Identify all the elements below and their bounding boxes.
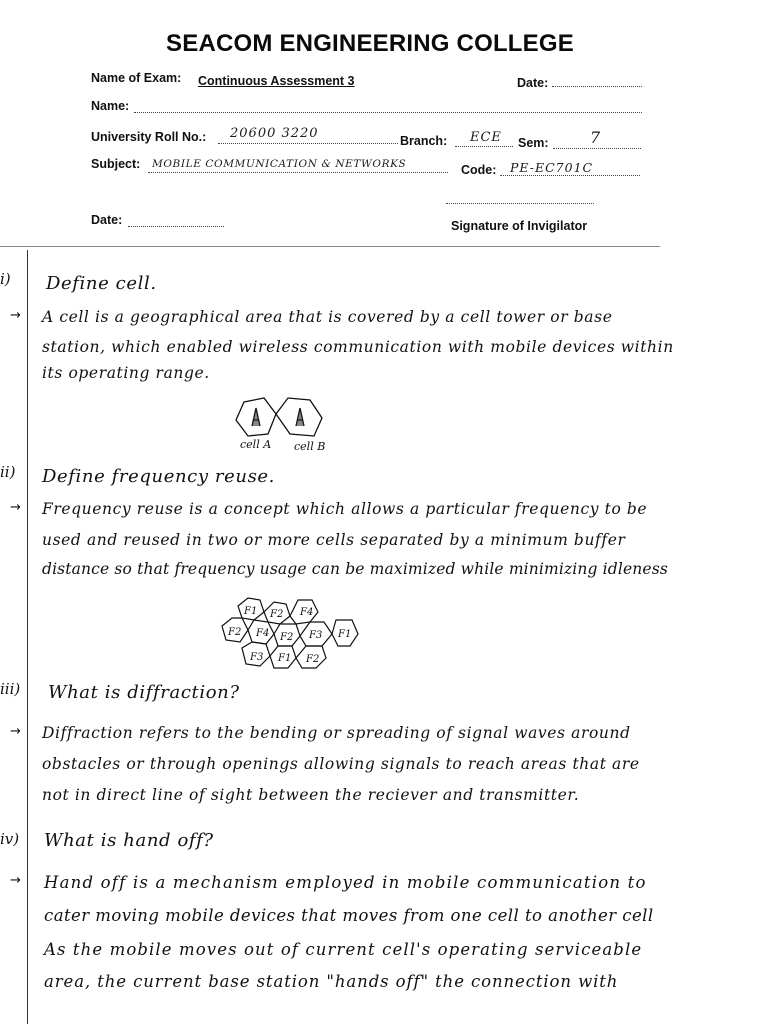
branch-dotted-line <box>455 146 513 147</box>
code-label: Code: <box>461 163 497 177</box>
freq-label-6: F2 <box>280 632 294 643</box>
question-4-number: iv) <box>0 830 20 848</box>
freq-label-11: F2 <box>306 654 320 665</box>
answer-4-line-1: Hand off is a mechanism employed in mobile communication to <box>44 873 647 892</box>
branch-value: ECE <box>470 130 502 145</box>
date2-dotted-line <box>128 226 224 227</box>
freq-label-7: F3 <box>309 630 323 641</box>
answer-3-line-3: not in direct line of sight between the reciever and transmitter. <box>42 786 580 804</box>
freq-label-1: F1 <box>244 606 258 617</box>
name-of-exam-label: Name of Exam: <box>91 71 182 85</box>
roll-dotted-line <box>218 143 398 144</box>
answer-4-line-3: As the mobile moves out of current cell's operating serviceable <box>44 940 643 959</box>
date2-label: Date: <box>91 213 123 227</box>
answer-2-line-1: Frequency reuse is a concept which allows a particular frequency to be <box>42 500 648 518</box>
tower-fill-a <box>252 409 260 426</box>
answer-2-line-2: used and reused in two or more cells separated by a minimum buffer <box>42 531 626 549</box>
frequency-reuse-diagram <box>212 590 368 672</box>
sem-value: 7 <box>590 128 602 147</box>
date-label: Date: <box>517 76 549 90</box>
college-title: SEACOM ENGINEERING COLLEGE <box>166 30 574 57</box>
subject-dotted-line <box>148 172 448 173</box>
code-value: PE-EC701C <box>510 160 594 175</box>
question-4-text: What is hand off? <box>44 830 214 851</box>
answer-4-arrow: → <box>10 873 21 888</box>
question-2-text: Define frequency reuse. <box>42 466 275 487</box>
header-separator <box>0 246 660 247</box>
sem-dotted-line <box>553 148 641 149</box>
question-2-number: ii) <box>0 463 16 481</box>
freq-label-4: F2 <box>228 627 242 638</box>
answer-3-arrow: → <box>10 724 21 739</box>
date-dotted-line <box>552 86 642 87</box>
answer-1-line-2: station, which enabled wireless communication with mobile devices within <box>42 338 674 356</box>
subject-label: Subject: <box>91 157 141 171</box>
branch-label: Branch: <box>400 134 448 148</box>
code-dotted-line <box>500 175 640 176</box>
freq-label-5: F4 <box>256 628 270 639</box>
question-3-number: iii) <box>0 680 21 698</box>
subject-value: MOBILE COMMUNICATION & NETWORKS <box>152 158 407 170</box>
freq-label-9: F3 <box>250 652 264 663</box>
answer-1-arrow: → <box>10 308 21 323</box>
answer-1-line-3: its operating range. <box>42 364 210 382</box>
tower-fill-b <box>296 409 304 426</box>
freq-label-3: F4 <box>300 607 314 618</box>
cell-a-label: cell A <box>240 438 272 451</box>
roll-label: University Roll No.: <box>91 130 207 144</box>
freq-label-2: F2 <box>270 609 284 620</box>
name-of-exam-value: Continuous Assessment 3 <box>198 74 355 88</box>
answer-4-line-4: area, the current base station "hands off" the connection with <box>44 972 619 991</box>
cell-diagram <box>228 392 338 458</box>
answer-2-line-3: distance so that frequency usage can be maximized while minimizing idleness <box>42 560 668 578</box>
signature-dotted-line <box>446 203 594 204</box>
freq-label-8: F1 <box>338 629 352 640</box>
roll-value: 20600 3220 <box>230 126 319 141</box>
answer-4-line-2: cater moving mobile devices that moves from one cell to another cell <box>44 906 654 925</box>
name-label: Name: <box>91 99 130 113</box>
cell-b-label: cell B <box>294 440 326 453</box>
answer-3-line-1: Diffraction refers to the bending or spreading of signal waves around <box>42 724 631 742</box>
margin-line <box>27 250 28 1024</box>
freq-label-10: F1 <box>278 653 292 664</box>
answer-3-line-2: obstacles or through openings allowing signals to reach areas that are <box>42 755 640 773</box>
name-dotted-line <box>134 112 642 113</box>
sem-label: Sem: <box>518 136 549 150</box>
signature-label: Signature of Invigilator <box>451 219 588 233</box>
answer-1-line-1: A cell is a geographical area that is covered by a cell tower or base <box>42 308 613 326</box>
question-1-number: i) <box>0 270 11 288</box>
question-1-text: Define cell. <box>46 273 157 294</box>
question-3-text: What is diffraction? <box>48 682 240 703</box>
answer-2-arrow: → <box>10 500 21 515</box>
